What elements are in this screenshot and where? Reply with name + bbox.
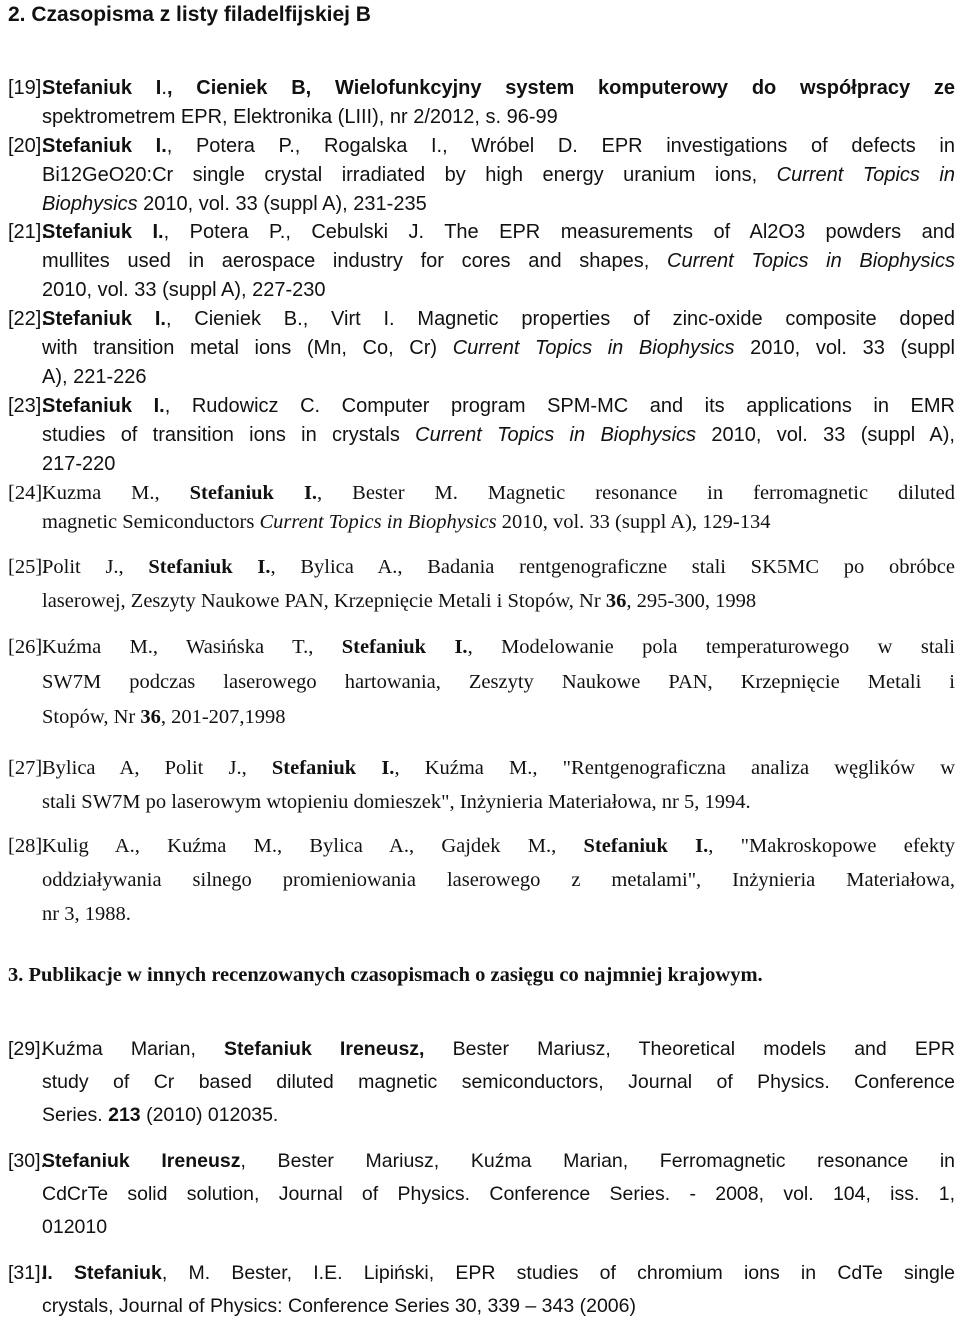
reference-text: Stopów, Nr bbox=[42, 706, 141, 728]
reference-text: , Potera P., Cebulski J. The EPR measurements of Al2O3 powders and bbox=[163, 221, 955, 243]
reference-line bbox=[42, 754, 955, 788]
reference-number: [27]. bbox=[8, 757, 48, 779]
reference-line bbox=[42, 1033, 955, 1066]
reference-line bbox=[42, 334, 955, 363]
reference-line bbox=[42, 1066, 955, 1099]
reference-line bbox=[42, 553, 955, 587]
reference-text: Kuźma Marian, bbox=[42, 1038, 225, 1060]
reference-text: laserowej, Zeszyty Naukowe PAN, Krzepnięcie Metali i Stopów, Nr bbox=[42, 590, 606, 612]
reference-line bbox=[42, 1257, 955, 1290]
reference-line bbox=[42, 788, 751, 817]
reference-text: studies of transition ions in crystals bbox=[42, 424, 416, 446]
reference-text: study of Cr based diluted magnetic semiconductors, Journal of Physics. Conference bbox=[42, 1071, 955, 1093]
reference-text: 2010, vol. 33 (suppl bbox=[734, 337, 955, 359]
reference-line bbox=[42, 668, 955, 703]
reference-line bbox=[42, 363, 147, 392]
reference-text: A), 221-226 bbox=[42, 366, 147, 388]
reference-number: [25]. bbox=[8, 556, 48, 578]
reference-number: [22]. bbox=[8, 308, 47, 330]
reference-text: stali SW7M po laserowym wtopieniu domieszek", Inżynieria Materiałowa, nr 5, 1994. bbox=[42, 791, 751, 813]
reference-number: [21]. bbox=[8, 221, 47, 243]
reference-text: Kuźma M., Wasińska T., bbox=[42, 636, 342, 658]
reference-text: Bi12GeO20:Cr single crystal irradiated by high energy uranium ions, bbox=[42, 164, 777, 186]
highlighted-text: Stefaniuk I. bbox=[583, 835, 709, 857]
reference-text: 012010 bbox=[42, 1216, 108, 1238]
highlighted-text: 213 bbox=[108, 1104, 141, 1126]
reference-text: , Bester M. Magnetic resonance in ferromagnetic diluted bbox=[317, 482, 955, 504]
reference-line bbox=[42, 832, 955, 866]
reference-line bbox=[42, 866, 955, 900]
reference-text: , M. Bester, I.E. Lipiński, EPR studies of chromium ions in CdTe single bbox=[161, 1262, 955, 1284]
reference-text: SW7M podczas laserowego hartowania, Zeszyty Naukowe PAN, Krzepnięcie Metali i bbox=[42, 671, 955, 693]
reference-text: 2010, vol. 33 (suppl A), 129-134 bbox=[496, 511, 771, 533]
reference-line bbox=[42, 1290, 636, 1323]
author-highlight: Stefaniuk I. bbox=[42, 308, 166, 330]
journal-title: Current Topics in Biophysics bbox=[259, 511, 497, 533]
reference-line bbox=[42, 74, 955, 103]
reference-line bbox=[42, 587, 756, 616]
reference-text: with transition metal ions (Mn, Co, Cr) bbox=[42, 337, 453, 359]
highlighted-text: Stefaniuk I. bbox=[148, 556, 271, 578]
journal-title: Current Topics in bbox=[776, 164, 955, 186]
reference-number: [30]. bbox=[8, 1150, 46, 1172]
author-highlight: Stefaniuk I bbox=[42, 77, 162, 99]
reference-number: [31]. bbox=[8, 1262, 46, 1284]
journal-title: Current Topics in Biophysics bbox=[452, 337, 735, 359]
reference-line bbox=[42, 900, 131, 929]
reference-line bbox=[42, 305, 955, 334]
reference-line bbox=[42, 190, 427, 219]
reference-text: Series. bbox=[42, 1104, 109, 1126]
highlighted-text: Stefaniuk I. bbox=[341, 636, 468, 658]
reference-line bbox=[42, 633, 955, 668]
reference-number: [26]. bbox=[8, 636, 48, 658]
reference-number: [28]. bbox=[8, 835, 48, 857]
reference-text: Bylica A, Polit J., bbox=[42, 757, 272, 779]
journal-title: Biophysics bbox=[42, 193, 138, 215]
reference-line bbox=[42, 1178, 955, 1211]
highlighted-text: 36 bbox=[140, 706, 161, 728]
reference-text: Bester Mariusz, Theoretical models and EPR bbox=[424, 1038, 955, 1060]
reference-line bbox=[42, 1145, 955, 1178]
highlighted-text: Stefaniuk I. bbox=[271, 757, 395, 779]
reference-text: Kuzma M., bbox=[42, 482, 190, 504]
reference-line bbox=[42, 392, 955, 421]
reference-text: , Potera P., Rogalska I., Wróbel D. EPR investigations of defects in bbox=[166, 135, 955, 157]
author-highlight: Stefaniuk I. bbox=[42, 395, 165, 417]
reference-line bbox=[42, 479, 955, 508]
reference-number: [19]. bbox=[8, 77, 47, 99]
reference-text: 2010, vol. 33 (suppl A), bbox=[696, 424, 955, 446]
reference-text: . bbox=[161, 77, 167, 99]
reference-text: , Rudowicz C. Computer program SPM-MC and its applications in EMR bbox=[164, 395, 955, 417]
reference-text: , Kuźma M., "Rentgenograficzna analiza węglików w bbox=[394, 757, 955, 779]
section-2-heading: 2. Czasopisma z listy filadelfijskiej B bbox=[8, 3, 371, 26]
highlighted-text: Stefaniuk Ireneusz, bbox=[224, 1038, 425, 1060]
reference-number: [24]. bbox=[8, 482, 48, 504]
reference-line bbox=[42, 103, 558, 132]
reference-text: , Bester Mariusz, Kuźma Marian, Ferromagnetic resonance in bbox=[240, 1150, 955, 1172]
highlighted-text: Stefaniuk I. bbox=[189, 482, 318, 504]
reference-text: , Bylica A., Badania rentgenograficzne stali SK5MC po obróbce bbox=[270, 556, 955, 578]
reference-line bbox=[42, 276, 326, 305]
journal-title: Current Topics in Biophysics bbox=[667, 250, 955, 272]
reference-line bbox=[42, 1099, 278, 1132]
reference-text: spektrometrem EPR, Elektronika (LIII), nr 2/2012, s. 96-99 bbox=[42, 106, 558, 128]
reference-text: Polit J., bbox=[42, 556, 149, 578]
reference-line bbox=[42, 703, 286, 732]
highlighted-text: Stefaniuk Ireneusz bbox=[42, 1150, 241, 1172]
reference-line bbox=[42, 421, 955, 450]
reference-text: (2010) 012035. bbox=[140, 1104, 279, 1126]
reference-text: crystals, Journal of Physics: Conference Series 30, 339 – 343 (2006) bbox=[42, 1295, 636, 1317]
reference-number: [29]. bbox=[8, 1038, 46, 1060]
reference-number: [23]. bbox=[8, 395, 47, 417]
reference-number: [20]. bbox=[8, 135, 47, 157]
author-highlight: Stefaniuk I. bbox=[42, 221, 164, 243]
reference-text: magnetic Semiconductors bbox=[42, 511, 260, 533]
author-highlight: Stefaniuk I. bbox=[42, 135, 167, 157]
highlighted-text: I. Stefaniuk bbox=[42, 1262, 162, 1284]
reference-line bbox=[42, 247, 955, 276]
reference-text: oddziaływania silnego promieniowania laserowego z metalami", Inżynieria Materiałowa, bbox=[42, 869, 955, 891]
reference-text: , 295-300, 1998 bbox=[626, 590, 757, 612]
author-highlight: , Cieniek B, Wielofunkcyjny system komputerowy do współpracy ze bbox=[166, 77, 955, 99]
reference-text: 217-220 bbox=[42, 453, 116, 475]
reference-text: , "Makroskopowe efekty bbox=[708, 835, 955, 857]
reference-text: , Modelowanie pola temperaturowego w stali bbox=[467, 636, 955, 658]
reference-line bbox=[42, 508, 770, 537]
section-3-heading: 3. Publikacje w innych recenzowanych czasopismach o zasięgu co najmniej krajowym. bbox=[8, 964, 763, 986]
reference-text: mullites used in aerospace industry for cores and shapes, bbox=[42, 250, 668, 272]
reference-line bbox=[42, 1211, 107, 1244]
reference-text: , Cieniek B., Virt I. Magnetic properties of zinc-oxide composite doped bbox=[165, 308, 955, 330]
reference-text: Kulig A., Kuźma M., Bylica A., Gajdek M., bbox=[42, 835, 584, 857]
reference-text: 2010, vol. 33 (suppl A), 227-230 bbox=[42, 279, 326, 301]
reference-line bbox=[42, 218, 955, 247]
reference-line bbox=[42, 161, 955, 190]
reference-line bbox=[42, 450, 115, 479]
reference-text: 2010, vol. 33 (suppl A), 231-235 bbox=[137, 193, 427, 215]
highlighted-text: 36 bbox=[605, 590, 627, 612]
reference-line bbox=[42, 132, 955, 161]
reference-text: , 201-207,1998 bbox=[160, 706, 286, 728]
journal-title: Current Topics in Biophysics bbox=[415, 424, 697, 446]
reference-text: CdCrTe solid solution, Journal of Physics. Conference Series. - 2008, vol. 104, iss. 1, bbox=[42, 1183, 955, 1205]
reference-text: nr 3, 1988. bbox=[42, 903, 131, 925]
